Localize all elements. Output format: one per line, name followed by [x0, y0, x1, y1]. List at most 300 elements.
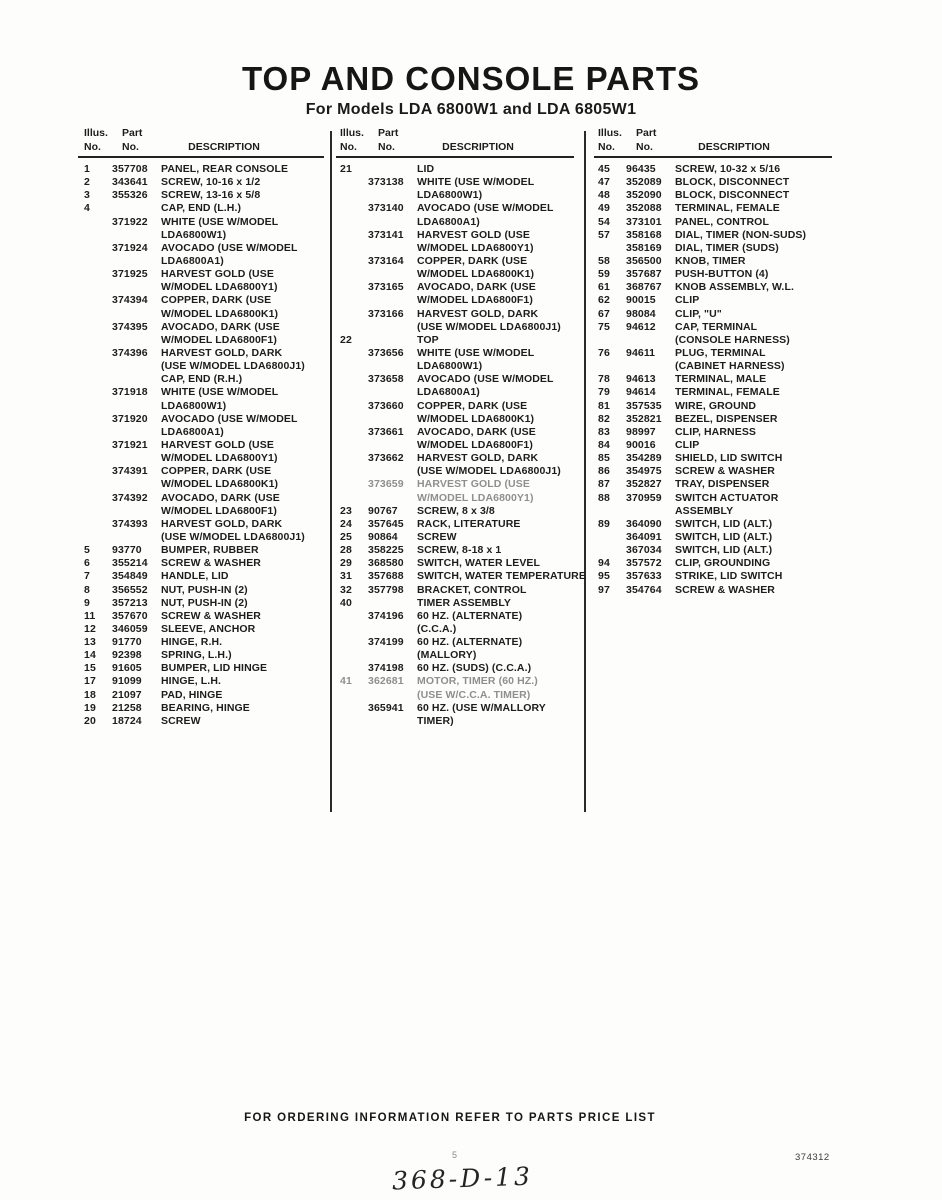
- part-no: 358169: [626, 241, 662, 254]
- part-no: 373165: [368, 281, 404, 294]
- description: SLEEVE, ANCHOR: [161, 622, 256, 635]
- description: AVOCADO (USE W/MODEL: [417, 202, 554, 215]
- part-no: 354975: [626, 465, 662, 478]
- illus-no: [84, 413, 112, 426]
- description: SWITCH ACTUATOR: [675, 491, 779, 504]
- table-row: [340, 505, 583, 518]
- parts-table-column-1: [84, 163, 330, 728]
- column-divider-2: [584, 131, 586, 812]
- description: AVOCADO, DARK (USE: [161, 491, 280, 504]
- part-no: 364091: [626, 530, 662, 543]
- part-no: 368767: [626, 281, 662, 294]
- illus-no: [84, 400, 112, 413]
- illus-no: 47: [598, 176, 610, 189]
- illus-no: 97: [598, 583, 610, 596]
- illus-no: [340, 702, 368, 715]
- table-row: [84, 636, 330, 649]
- part-no: 94612: [626, 320, 656, 333]
- table-row: [598, 163, 836, 176]
- description: SWITCH, WATER TEMPERATURE: [417, 570, 586, 583]
- illus-no: 20: [84, 714, 96, 727]
- description: SPRING, L.H.): [161, 649, 232, 662]
- description: SCREW, 13-16 x 5/8: [161, 189, 261, 202]
- part-no: [112, 400, 161, 413]
- part-no: 373101: [626, 215, 662, 228]
- description: LDA6800A1): [161, 425, 224, 438]
- illus-no: [84, 518, 112, 531]
- part-no: 352089: [626, 176, 662, 189]
- table-row: [598, 426, 836, 439]
- description: (USE W/C.C.A. TIMER): [417, 688, 531, 701]
- part-no: [626, 334, 675, 347]
- table-row: [84, 584, 330, 597]
- illus-no: [340, 386, 368, 399]
- table-row: [340, 163, 583, 176]
- part-no: 358168: [626, 228, 662, 241]
- part-no: 373656: [368, 346, 404, 359]
- table-row: [340, 229, 583, 242]
- table-row: [84, 334, 330, 347]
- part-no: [368, 623, 417, 636]
- part-no: [368, 360, 417, 373]
- part-no: [368, 715, 417, 728]
- description: BLOCK, DISCONNECT: [675, 176, 790, 189]
- part-no: [112, 229, 161, 242]
- part-no: 92398: [112, 649, 142, 662]
- description: LDA6800W1): [161, 228, 227, 241]
- part-no: 90016: [626, 438, 656, 451]
- table-row: [340, 400, 583, 413]
- illus-no: [598, 334, 626, 347]
- illus-no: 41: [340, 675, 352, 688]
- description: TERMINAL, FEMALE: [675, 386, 780, 399]
- illus-no: 21: [340, 163, 352, 175]
- illus-no: 40: [340, 596, 352, 609]
- illus-no: 61: [598, 281, 610, 294]
- description: NUT, PUSH-IN (2): [161, 596, 248, 609]
- part-no: 357670: [112, 609, 148, 622]
- part-no: 357572: [626, 557, 662, 570]
- table-row: [598, 531, 836, 544]
- table-row: [84, 649, 330, 662]
- description: BRACKET, CONTROL: [417, 583, 527, 596]
- illus-no: [340, 715, 368, 728]
- description: BUMPER, LID HINGE: [161, 662, 268, 675]
- table-row: [84, 492, 330, 505]
- table-row: [598, 268, 836, 281]
- description: AVOCADO, DARK (USE: [161, 320, 280, 333]
- illus-no: [84, 452, 112, 465]
- table-row: [84, 715, 330, 728]
- illus-no: 59: [598, 268, 610, 281]
- table-row: [598, 360, 836, 373]
- illus-header-label: Illus.: [340, 127, 364, 139]
- description: TERMINAL, MALE: [675, 373, 767, 386]
- illus-no: 29: [340, 557, 352, 570]
- table-row: [340, 492, 583, 505]
- illus-header-label: Illus.: [598, 127, 622, 139]
- illus-no: [340, 439, 368, 452]
- illus-no: [598, 505, 626, 518]
- description: TERMINAL, FEMALE: [675, 202, 780, 215]
- description: LDA6800A1): [417, 386, 480, 399]
- table-row: [598, 334, 836, 347]
- description: ASSEMBLY: [675, 504, 734, 517]
- description: SWITCH, WATER LEVEL: [417, 557, 541, 570]
- part-no: 98997: [626, 425, 656, 438]
- doc-number: 374312: [795, 1152, 830, 1163]
- description: SCREW: [161, 714, 201, 727]
- part-no: 371918: [112, 386, 148, 399]
- part-no: 90015: [626, 294, 656, 307]
- illus-no: 88: [598, 491, 610, 504]
- part-no: 371921: [112, 438, 148, 451]
- table-row: [340, 347, 583, 360]
- table-row: [84, 662, 330, 675]
- illus-no: [340, 623, 368, 636]
- description: COPPER, DARK (USE: [417, 399, 528, 412]
- part-no: 374392: [112, 491, 148, 504]
- table-row: [598, 439, 836, 452]
- illus-no: [84, 505, 112, 518]
- table-row: [598, 281, 836, 294]
- table-row: [340, 557, 583, 570]
- part-no: 357708: [112, 163, 148, 175]
- table-row: [598, 570, 836, 583]
- illus-no: [340, 649, 368, 662]
- parts-table-column-2: [340, 163, 586, 728]
- table-row: [340, 636, 583, 649]
- illus-no: [84, 334, 112, 347]
- description: LDA6800A1): [417, 215, 480, 228]
- table-row: [598, 400, 836, 413]
- illus-no: 6: [84, 557, 90, 570]
- part-no: 91099: [112, 675, 142, 688]
- part-no: [368, 413, 417, 426]
- table-row: [340, 242, 583, 255]
- part-no: [368, 439, 417, 452]
- illus-no: 32: [340, 583, 352, 596]
- table-row: [340, 360, 583, 373]
- part-no: 91605: [112, 662, 142, 675]
- description: W/MODEL LDA6800K1): [161, 307, 279, 320]
- part-no: [368, 649, 417, 662]
- table-row: [84, 386, 330, 399]
- illus-no: [340, 662, 368, 675]
- table-row: [340, 544, 583, 557]
- part-no: 354289: [626, 452, 662, 465]
- part-no: [112, 255, 161, 268]
- table-row: [340, 216, 583, 229]
- illus-no: [340, 347, 368, 360]
- part-no: 357213: [112, 596, 148, 609]
- table-row: [340, 308, 583, 321]
- part-no: 373164: [368, 254, 404, 267]
- part-no: 93770: [112, 544, 142, 557]
- table-row: [598, 202, 836, 215]
- illus-no: [598, 360, 626, 373]
- part-no: [112, 334, 161, 347]
- table-row: [340, 268, 583, 281]
- description: AVOCADO (USE W/MODEL: [417, 373, 554, 386]
- illus-no: [340, 360, 368, 373]
- table-row: [598, 505, 836, 518]
- illus-no: [340, 294, 368, 307]
- part-no: 371925: [112, 268, 148, 281]
- table-row: [340, 281, 583, 294]
- table-row: [340, 294, 583, 307]
- part-no: 374391: [112, 465, 148, 478]
- illus-no: [340, 255, 368, 268]
- table-row: [340, 255, 583, 268]
- illus-no: 23: [340, 504, 352, 517]
- table-row: [84, 242, 330, 255]
- illus-no: 45: [598, 163, 610, 175]
- part-no: 374393: [112, 517, 148, 530]
- illus-no: 8: [84, 583, 90, 596]
- column-header-1: [84, 126, 324, 154]
- description: SHIELD, LID SWITCH: [675, 452, 783, 465]
- table-row: [598, 242, 836, 255]
- illus-no: [340, 413, 368, 426]
- part-no: 373659: [368, 478, 404, 491]
- description: SWITCH, LID (ALT.): [675, 530, 773, 543]
- illus-no: [340, 189, 368, 202]
- description: 60 HZ. (ALTERNATE): [417, 636, 523, 649]
- illus-no: [340, 465, 368, 478]
- description: AVOCADO, DARK (USE: [417, 425, 536, 438]
- table-row: [84, 623, 330, 636]
- illus-no: 49: [598, 202, 610, 215]
- description: AVOCADO, DARK (USE: [417, 281, 536, 294]
- illus-no: 2: [84, 176, 90, 189]
- illus-no: 17: [84, 675, 96, 688]
- part-no: 374199: [368, 636, 404, 649]
- illus-no: [340, 176, 368, 189]
- table-row: [84, 426, 330, 439]
- illus-no: 31: [340, 570, 352, 583]
- description: SCREW & WASHER: [161, 609, 261, 622]
- illus-no: [598, 544, 626, 557]
- illus-no: [340, 229, 368, 242]
- description: HARVEST GOLD, DARK: [161, 517, 283, 530]
- table-row: [340, 584, 583, 597]
- table-row: [84, 163, 330, 176]
- illus-no: [340, 426, 368, 439]
- illus-no: [340, 492, 368, 505]
- table-row: [598, 176, 836, 189]
- table-row: [598, 255, 836, 268]
- description: (CONSOLE HARNESS): [675, 333, 790, 346]
- description: W/MODEL LDA6800Y1): [417, 491, 534, 504]
- table-row: [84, 255, 330, 268]
- description: HINGE, L.H.: [161, 675, 222, 688]
- illus-no: 48: [598, 189, 610, 202]
- description: W/MODEL LDA6800F1): [417, 438, 533, 451]
- part-header-label: Part: [378, 127, 399, 139]
- table-row: [340, 570, 586, 583]
- illus-no: [84, 360, 112, 373]
- illus-no: 85: [598, 452, 610, 465]
- table-row: [340, 675, 583, 688]
- illus-no: 1: [84, 163, 90, 175]
- table-row: [340, 610, 583, 623]
- illus-no: 3: [84, 189, 90, 202]
- illus-no: [340, 452, 368, 465]
- illus-no: 95: [598, 570, 610, 583]
- illus-no: [84, 294, 112, 307]
- illus-no: 86: [598, 465, 610, 478]
- part-no: 90864: [368, 530, 398, 543]
- table-row: [340, 386, 583, 399]
- part-no: [368, 189, 417, 202]
- part-no: [112, 452, 161, 465]
- part-no: 343641: [112, 176, 148, 189]
- table-row: [84, 610, 330, 623]
- illus-no: [598, 242, 626, 255]
- part-no: [112, 281, 161, 294]
- part-no: 368580: [368, 557, 404, 570]
- part-no: 371920: [112, 412, 148, 425]
- part-no: 373662: [368, 452, 404, 465]
- illus-no: 58: [598, 254, 610, 267]
- part-no: 352821: [626, 412, 662, 425]
- parts-table-column-3: [598, 163, 836, 597]
- table-row: [84, 189, 330, 202]
- part-no: 352090: [626, 189, 662, 202]
- no-header-label: No.: [636, 141, 653, 153]
- part-no: 352827: [626, 478, 662, 491]
- description: DIAL, TIMER (NON-SUDS): [675, 228, 807, 241]
- table-row: [84, 518, 330, 531]
- illus-no: [340, 321, 368, 334]
- description: BEZEL, DISPENSER: [675, 412, 778, 425]
- table-row: [84, 281, 330, 294]
- table-row: [598, 544, 836, 557]
- illus-no: 82: [598, 412, 610, 425]
- illus-no: 14: [84, 649, 96, 662]
- illus-no: 13: [84, 636, 96, 649]
- part-no: 357633: [626, 570, 662, 583]
- part-no: 356552: [112, 583, 148, 596]
- illus-no: 81: [598, 399, 610, 412]
- illus-no: [340, 308, 368, 321]
- description: PLUG, TERMINAL: [675, 346, 766, 359]
- illus-no: [340, 478, 368, 491]
- table-row: [340, 176, 583, 189]
- part-no: [368, 465, 417, 478]
- description: 60 HZ. (ALTERNATE): [417, 609, 523, 622]
- illus-no: 25: [340, 530, 352, 543]
- part-no: 370959: [626, 491, 662, 504]
- description: HARVEST GOLD (USE: [161, 268, 274, 281]
- description: COPPER, DARK (USE: [417, 254, 528, 267]
- illus-no: [84, 347, 112, 360]
- table-row: [84, 544, 330, 557]
- description: W/MODEL LDA6800F1): [417, 294, 533, 307]
- part-no: 91770: [112, 636, 142, 649]
- part-no: 373138: [368, 176, 404, 189]
- illus-no: [598, 531, 626, 544]
- table-row: [84, 505, 330, 518]
- illus-no: [84, 229, 112, 242]
- illus-no: [84, 308, 112, 321]
- part-no: 355214: [112, 557, 148, 570]
- illus-no: 12: [84, 622, 96, 635]
- description: NUT, PUSH-IN (2): [161, 583, 248, 596]
- table-row: [598, 216, 836, 229]
- part-no: 373141: [368, 228, 404, 241]
- table-row: [84, 360, 330, 373]
- description: 60 HZ. (SUDS) (C.C.A.): [417, 662, 532, 675]
- table-row: [598, 308, 836, 321]
- description: (USE W/MODEL LDA6800J1): [417, 465, 561, 478]
- part-no: 355326: [112, 189, 148, 202]
- description: SWITCH, LID (ALT.): [675, 517, 773, 530]
- table-row: [84, 702, 330, 715]
- illus-no: 78: [598, 373, 610, 386]
- illus-no: [340, 242, 368, 255]
- part-no: 358225: [368, 544, 404, 557]
- part-header-label: Part: [122, 127, 143, 139]
- part-no: 357798: [368, 583, 404, 596]
- table-row: [84, 268, 330, 281]
- part-no: [112, 531, 161, 544]
- table-row: [84, 294, 330, 307]
- description: CLIP: [675, 438, 700, 451]
- part-no: 357687: [626, 268, 662, 281]
- description: HANDLE, LID: [161, 570, 229, 583]
- page-number: 5: [452, 1150, 458, 1160]
- description: HARVEST GOLD (USE: [417, 228, 530, 241]
- table-row: [84, 452, 330, 465]
- illus-no: [84, 216, 112, 229]
- description: SWITCH, LID (ALT.): [675, 544, 773, 557]
- part-no: 356500: [626, 254, 662, 267]
- description: (C.C.A.): [417, 622, 457, 635]
- description: TIMER): [417, 714, 454, 727]
- description: BUMPER, RUBBER: [161, 544, 259, 557]
- part-no: 371924: [112, 241, 148, 254]
- table-row: [340, 202, 583, 215]
- part-no: [112, 202, 161, 215]
- illus-no: [84, 386, 112, 399]
- illus-no: 76: [598, 346, 610, 359]
- description: TIMER ASSEMBLY: [417, 596, 511, 609]
- table-row: [340, 465, 583, 478]
- illus-no: [84, 242, 112, 255]
- illus-no: 67: [598, 307, 610, 320]
- table-row: [84, 321, 330, 334]
- no-header-label: No.: [598, 141, 615, 153]
- part-no: 21097: [112, 688, 142, 701]
- part-no: [626, 505, 675, 518]
- part-no: 373661: [368, 425, 404, 438]
- description: PANEL, CONTROL: [675, 215, 769, 228]
- part-no: 354849: [112, 570, 148, 583]
- illus-no: [340, 268, 368, 281]
- table-row: [340, 334, 583, 347]
- description: (USE W/MODEL LDA6800J1): [417, 320, 561, 333]
- part-no: 374394: [112, 294, 148, 307]
- table-row: [84, 478, 330, 491]
- part-no: 373166: [368, 307, 404, 320]
- part-no: 352088: [626, 202, 662, 215]
- description: PANEL, REAR CONSOLE: [161, 163, 289, 175]
- illus-no: [84, 268, 112, 281]
- illus-no: 62: [598, 294, 610, 307]
- description: LDA6800W1): [417, 189, 483, 202]
